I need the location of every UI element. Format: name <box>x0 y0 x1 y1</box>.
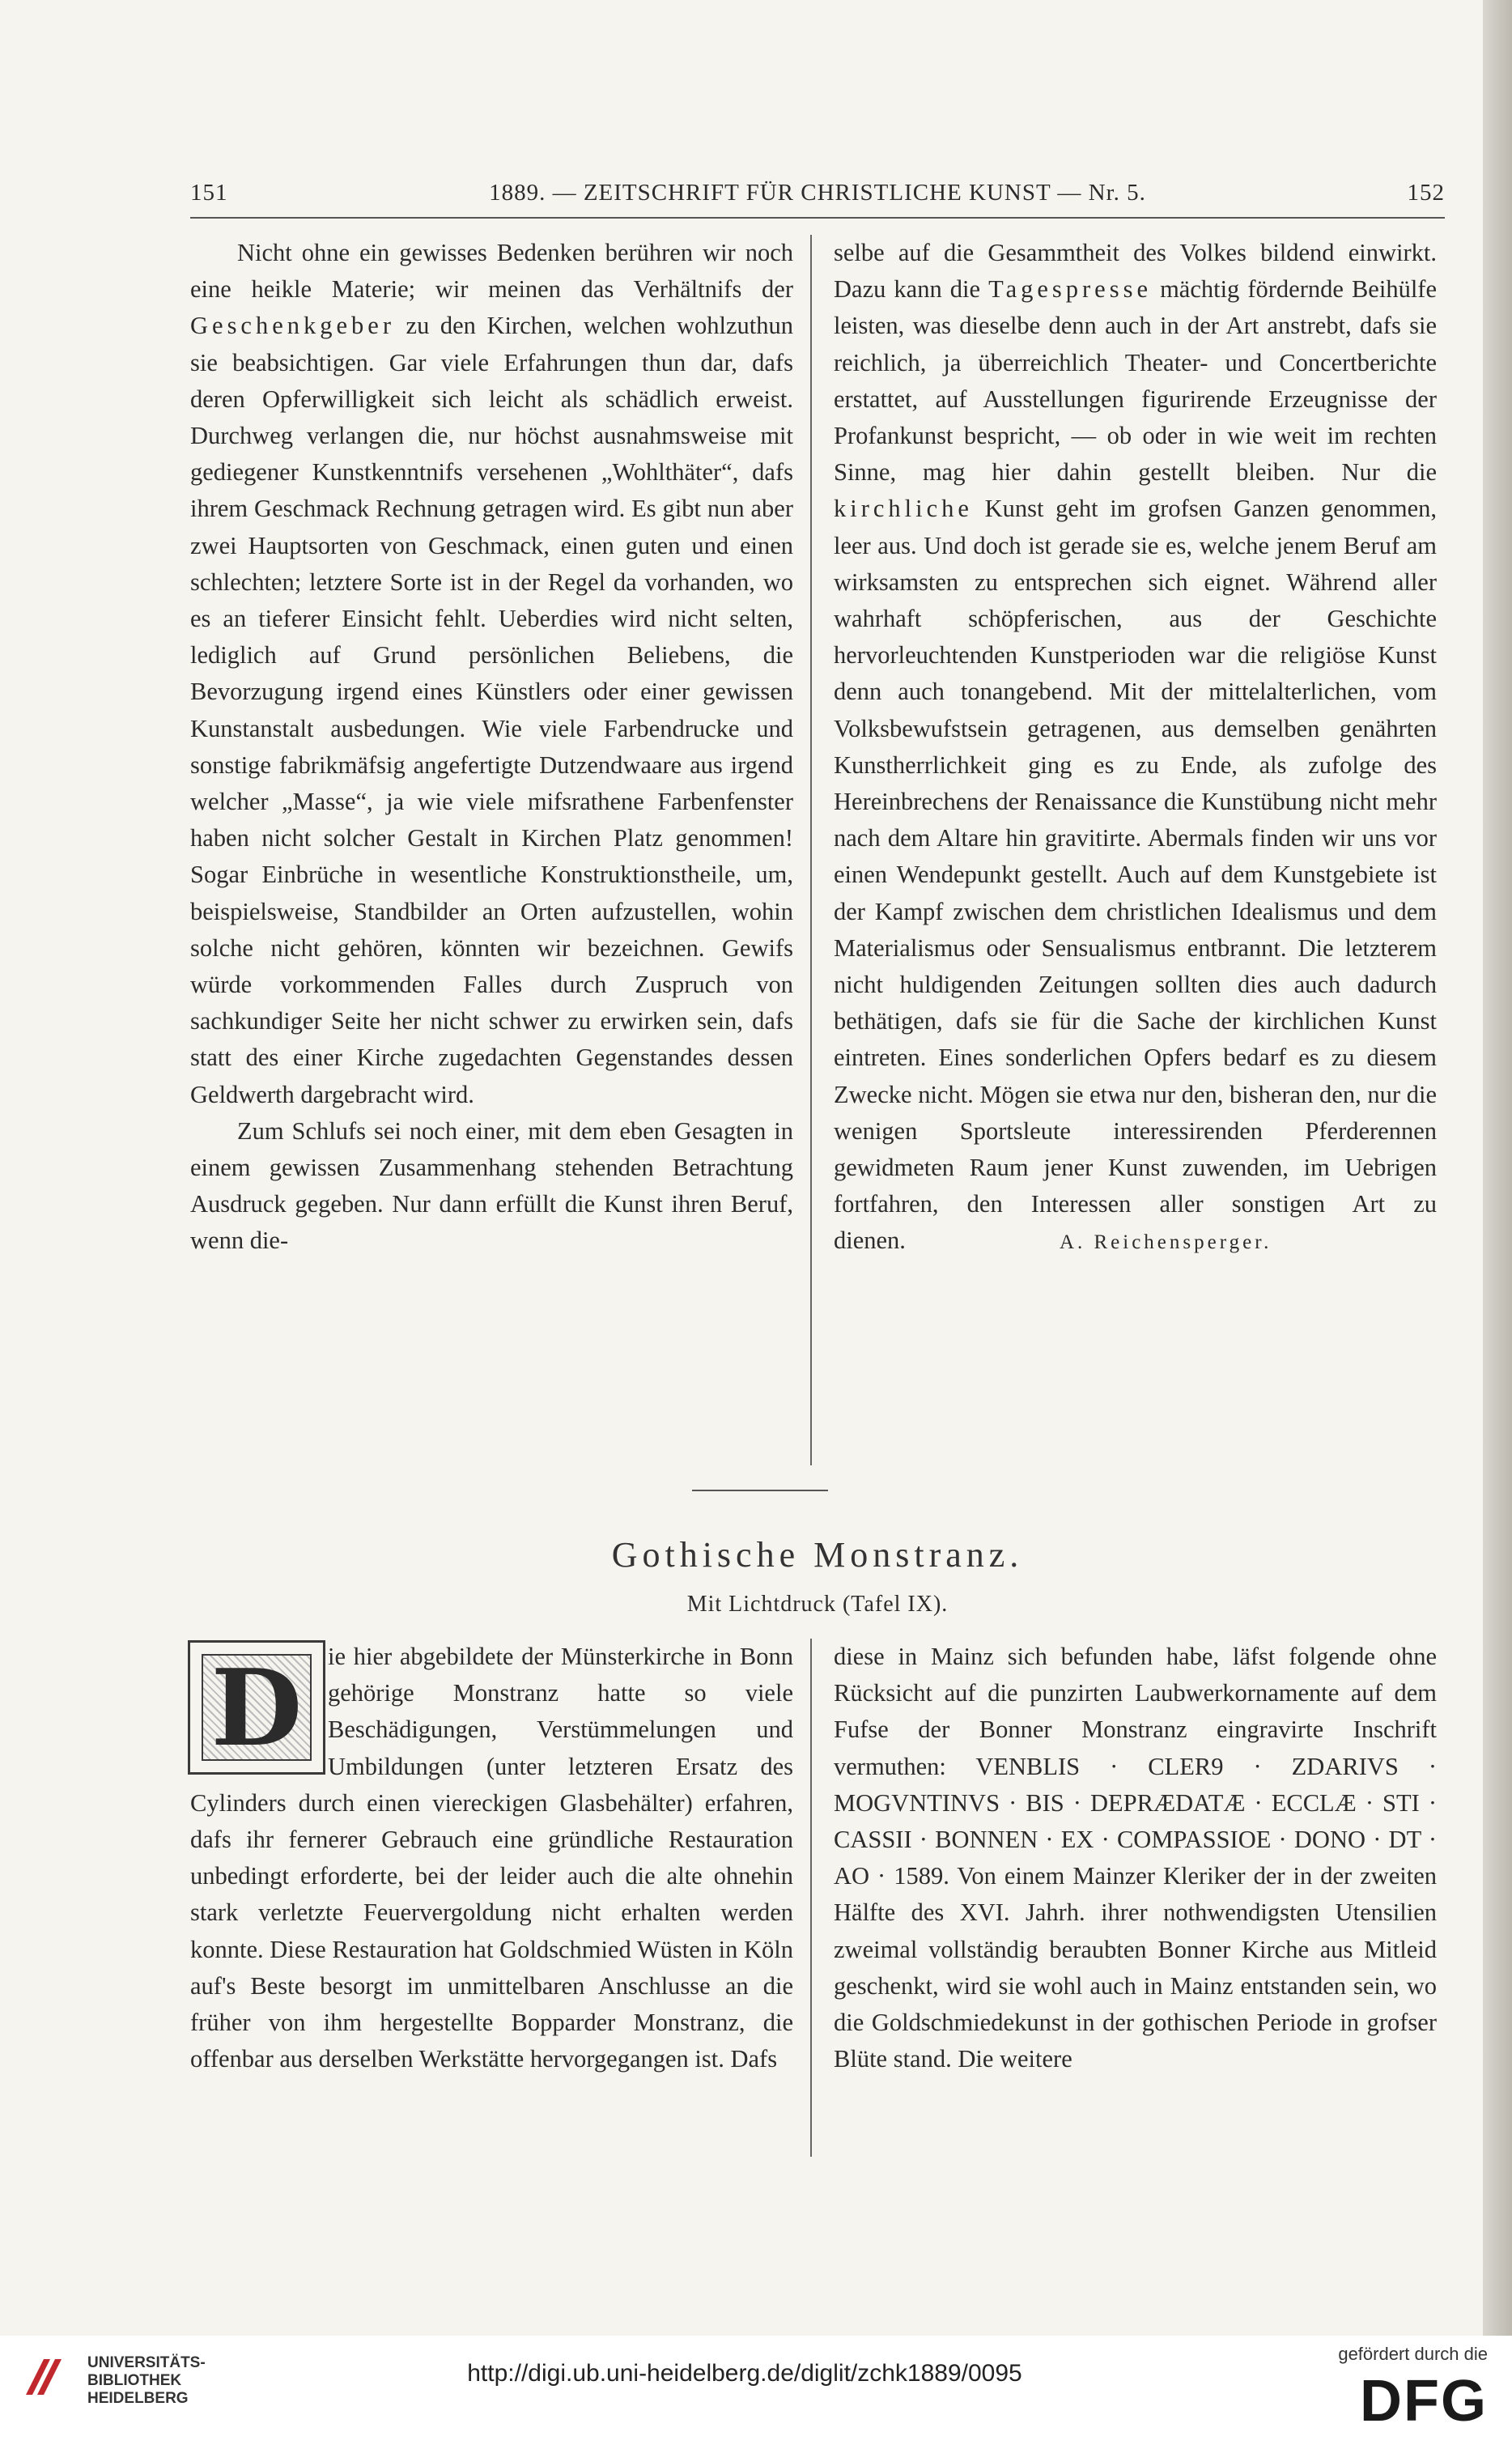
text-run: Kunst geht im grofsen Ganzen genommen, leer aus. Und doch ist gerade sie es, welche jenem Beruf am wirksamsten zu entsprechen sich eignet. Während aller wahrhaft schöpferischen, aus der Geschichte hervorleuchtenden Kunstperioden war die religiöse Kunst denn auch tonangebend. Mit der mittelalterlichen, vom Volksbewufstsein getragenen, aus demselben genährten Kunstherrlichkeit ging es zu Ende, als zufolge des Hereinbrechens der Renaissance die Kunstübung nicht mehr nach dem Altare hin gravitirte. Abermals finden wir uns vor einen Wendepunkt gestellt. Auch auf dem Kunstgebiete ist der Kampf zwischen dem christlichen Idealismus und dem Materialismus oder Sensualismus entbrannt. Die letzterem nicht huldigenden Zeitungen sollten dies auch dadurch bethätigen, dafs sie für die Sache der kirchlichen Kunst eintreten. Eines sonderlichen Opfers bedarf es zu diesem Zwecke nicht. Mögen sie etwa nur den, bisheran den, nur die wenigen Sportsleute interessirenden Pferderennen gewidmeten Raum jener Kunst zuwenden, im Uebrigen fortfahren, den Interessen aller sonstigen Art zu dienen. <box>834 495 1437 1255</box>
paragraph <box>190 1639 793 2077</box>
author-signature: A. Reichensperger. <box>1059 1231 1272 1254</box>
article-subtitle: Mit Lichtdruck (Tafel IX). <box>686 1592 949 1617</box>
article2-left-column <box>190 1639 793 2077</box>
page-edge-shadow <box>1483 0 1512 2336</box>
paragraph: Zum Schlufs sei noch einer, mit dem eben Gesagten in einem gewissen Zusammenhang stehenden Betrachtung Ausdruck gegeben. Nur dann erfüllt die Kunst ihren Beruf, wenn die- <box>190 1116 793 1255</box>
journal-title: 1889. — ZEITSCHRIFT FÜR CHRISTLICHE KUNST — Nr. 5. <box>489 180 1146 206</box>
column-divider <box>810 1639 812 2157</box>
library-name <box>87 2354 206 2408</box>
spaced-emphasis: Tagespresse <box>988 275 1152 304</box>
dropcap-spacer <box>190 1639 328 1773</box>
article1-left-column <box>190 235 793 1260</box>
text-run: Nicht ohne ein gewisses Bedenken berühren wir noch eine heikle Materie; wir meinen das Verhältnifs der <box>190 239 793 304</box>
spaced-emphasis: Geschenkgeber <box>190 312 395 340</box>
text-run: ie hier abgebildete der Münsterkirche in Bonn gehörige Monstranz hatte so viele Beschädigungen, Verstümmelungen und Umbildungen (unter letzteren Ersatz des Cylinders durch einen viereckigen Glasbehälter) erfahren, dafs ihr fernerer Gebrauch eine gründliche Restauration unbedingt erforderte, bei der leider auch die alte ohnehin stark verletzte Feuervergoldung nicht erhalten werden konnte. Diese Restauration hat Goldschmied Wüsten in Köln auf's Beste besorgt im unmittelbaren Anschlusse an die früher von ihm hergestellte Bopparder Monstranz, die offenbar aus derselben Werkstätte hervorgegangen ist. Dafs <box>190 1643 793 2073</box>
library-name-line: HEIDELBERG <box>87 2390 189 2407</box>
article2-right-column <box>834 1639 1437 2077</box>
text-run: zu den Kirchen, welchen wohlzuthun sie beabsichtigen. Gar viele Erfahrungen thun dar, dafs deren Opferwilligkeit sich leicht als schädlich erweist. Durchweg verlangen die, nur höchst ausnahmsweise mit gediegener Kunstkenntnifs versehenen „Wohlthäter“, dafs ihrem Geschmack Rechnung getragen wird. Es gibt nun aber zwei Hauptsorten von Geschmack, einen guten und einen schlechten; letztere Sorte ist in der Regel da vorhanden, wo es an tieferer Einsicht fehlt. Ueberdies wird nicht selten, lediglich auf Grund persönlichen Beliebens, die Bevorzugung irgend eines Künstlers oder einer gewissen Kunstanstalt ausbedungen. Wie viele Farbendrucke und sonstige fabrikmäfsig angefertigte Dutzendwaare aus irgend welcher „Masse“, ja wie viele mifsrathene Farbenfenster haben nicht solcher Gestalt in Kirchen Platz genommen! Sogar Einbrüche in wesentliche Konstruktionstheile, um, beispielsweise, Standbilder an Orten aufzustellen, wohin solche nicht gehören, könnten wir bezeichnen. Gewifs würde vorkommenden Falles durch Zuspruch von sachkundiger Seite her nicht schwer zu erwirken sein, dafs statt des einer Kirche zugedachten Gegenstandes dessen Geldwerth dargebracht wird. <box>190 312 794 1108</box>
library-logo-icon <box>19 2353 68 2401</box>
text-run: mächtig fördernde Beihülfe leisten, was dieselbe denn auch in der Art anstrebt, dafs sie reichlich, ja überreichlich Theater- und Concertberichte erstattet, auf Ausstellungen figurirende Erzeugnisse der Profankunst bespricht, — ob oder in wie weit im rechten Sinne, mag hier dahin gestellt bleiben. Nur die <box>834 275 1437 487</box>
paragraph: diese in Mainz sich befunden habe, läfst folgende ohne Rücksicht auf die punzirten Laubwerkornamente auf dem Fufse der Bonner Monstranz eingravirte Inschrift vermuthen: VENBLIS · CLER9 · ZDARIVS · MOGVNTINVS · BIS · DEPRÆDATÆ · ECCLÆ · STI · CASSII · BONNEN · EX · COMPASSIOE · DONO · DT · AO · 1589. Von einem Mainzer Kleriker der in der zweiten Hälfte des XVI. Jahrh. ihrer nothwendigsten Utensilien zweimal vollständig beraubten Bonner Kirche aus Mitleid geschenkt, wird sie wohl auch in Mainz entstanden sein, wo die Goldschmiedekunst in der gothischen Periode in grofser Blüte stand. Die weitere <box>834 1643 1437 2073</box>
running-header <box>190 180 1445 212</box>
article-title: Gothische Monstranz. <box>611 1535 1024 1575</box>
initial-letter: D <box>210 1646 303 1770</box>
viewer-footer <box>0 2336 1512 2449</box>
dfg-logo: DFG <box>1360 2369 1488 2434</box>
page-number-left: 151 <box>190 180 228 206</box>
library-name-line: BIBLIOTHEK <box>87 2372 182 2389</box>
page-number-right: 152 <box>1407 180 1445 206</box>
spaced-emphasis: kirchliche <box>834 495 973 523</box>
article1-right-column <box>834 235 1437 1261</box>
section-divider <box>692 1490 828 1491</box>
paragraph <box>834 235 1437 1261</box>
library-name-line: UNIVERSITÄTS- <box>87 2354 206 2371</box>
header-rule <box>190 217 1445 219</box>
column-divider <box>810 235 812 1465</box>
text-run: selbe auf die Gesammtheit des Volkes bildend einwirkt. Dazu kann die <box>834 239 1437 304</box>
paragraph <box>190 235 793 1113</box>
funding-note: gefördert durch die <box>1338 2344 1488 2364</box>
permalink[interactable]: http://digi.ub.uni-heidelberg.de/diglit/zchk1889/0095 <box>467 2360 1022 2387</box>
